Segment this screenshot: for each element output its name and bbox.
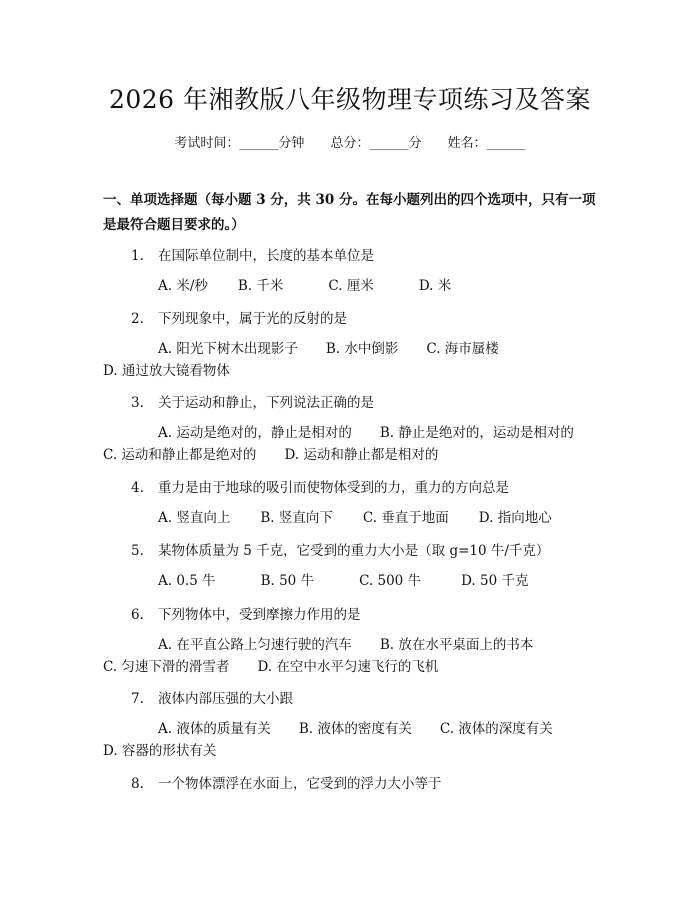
question-2-options — [103, 338, 603, 382]
question-6 — [131, 603, 361, 623]
question-1-options — [103, 275, 603, 297]
option-b: B. 千米 — [237, 278, 284, 294]
question-6-options — [103, 634, 603, 678]
option-d: D. 运动和静止都是相对的 — [284, 447, 439, 463]
option-a: A. 阳光下树木出现影子 — [158, 341, 298, 357]
option-d: D. 通过放大镜看物体 — [103, 363, 230, 379]
question-number: 5. — [131, 543, 144, 559]
option-b: B. 50 牛 — [260, 573, 315, 589]
question-text: 重力是由于地球的吸引而使物体受到的力，重力的方向总是 — [158, 480, 509, 496]
question-text: 某物体质量为 5 千克，它受到的重力大小是（取 g=10 牛/千克） — [158, 543, 550, 559]
question-1 — [131, 244, 374, 264]
option-d: D. 容器的形状有关 — [103, 743, 217, 759]
question-number: 2. — [131, 311, 144, 327]
option-d: D. 米 — [418, 278, 452, 294]
exam-time-field: 考试时间：______分钟 — [174, 136, 305, 151]
option-a: A. 竖直向上 — [158, 510, 231, 526]
question-5-options — [103, 570, 603, 592]
question-number: 6. — [131, 607, 144, 623]
question-number: 4. — [131, 480, 144, 496]
option-a: A. 米/秒 — [158, 278, 208, 294]
option-c: C. 液体的深度有关 — [439, 721, 553, 737]
page-title: 2026 年湘教版八年级物理专项练习及答案 — [108, 85, 592, 114]
question-text: 下列现象中，属于光的反射的是 — [158, 311, 347, 327]
question-text: 液体内部压强的大小跟 — [158, 691, 293, 707]
question-number: 8. — [131, 776, 144, 792]
option-c: C. 厘米 — [328, 278, 374, 294]
question-text: 一个物体漂浮在水面上，它受到的浮力大小等于 — [158, 776, 442, 792]
option-c: C. 匀速下滑的滑雪者 — [103, 659, 230, 675]
question-2 — [131, 307, 347, 327]
question-number: 7. — [131, 691, 144, 707]
exam-meta — [0, 132, 700, 151]
question-4-options — [103, 507, 603, 529]
question-text: 关于运动和静止，下列说法正确的是 — [158, 395, 374, 411]
option-d: D. 50 千克 — [461, 573, 529, 589]
option-a: A. 运动是绝对的，静止是相对的 — [158, 425, 352, 441]
question-number: 3. — [131, 395, 144, 411]
question-7-options — [103, 718, 603, 762]
option-c: C. 500 牛 — [359, 573, 422, 589]
option-c: C. 运动和静止都是绝对的 — [103, 447, 257, 463]
section-heading: 一、单项选择题（每小题 3 分，共 30 分。在每小题列出的四个选项中，只有一项是最符合题目要求的。） — [103, 192, 596, 233]
question-number: 1. — [131, 248, 144, 264]
option-b: B. 液体的密度有关 — [298, 721, 412, 737]
option-a: A. 在平直公路上匀速行驶的汽车 — [158, 637, 352, 653]
question-text: 下列物体中，受到摩擦力作用的是 — [158, 607, 361, 623]
question-3-options — [103, 422, 603, 466]
option-c: C. 垂直于地面 — [362, 510, 449, 526]
question-8 — [131, 772, 442, 792]
question-4 — [131, 476, 509, 496]
option-b: B. 水中倒影 — [325, 341, 399, 357]
option-d: D. 在空中水平匀速飞行的飞机 — [257, 659, 439, 675]
option-b: B. 静止是绝对的，运动是相对的 — [379, 425, 574, 441]
option-b: B. 竖直向下 — [260, 510, 333, 526]
option-b: B. 放在水平桌面上的书本 — [379, 637, 534, 653]
total-score-field: 总分：______分 — [330, 136, 422, 151]
student-name-field: 姓名：______ — [447, 136, 526, 151]
question-text: 在国际单位制中，长度的基本单位是 — [158, 248, 374, 264]
option-a: A. 液体的质量有关 — [158, 721, 271, 737]
question-3 — [131, 391, 374, 411]
question-5 — [131, 539, 549, 559]
option-c: C. 海市蜃楼 — [426, 341, 499, 357]
option-d: D. 指向地心 — [478, 510, 552, 526]
question-7 — [131, 687, 293, 707]
option-a: A. 0.5 牛 — [158, 573, 216, 589]
